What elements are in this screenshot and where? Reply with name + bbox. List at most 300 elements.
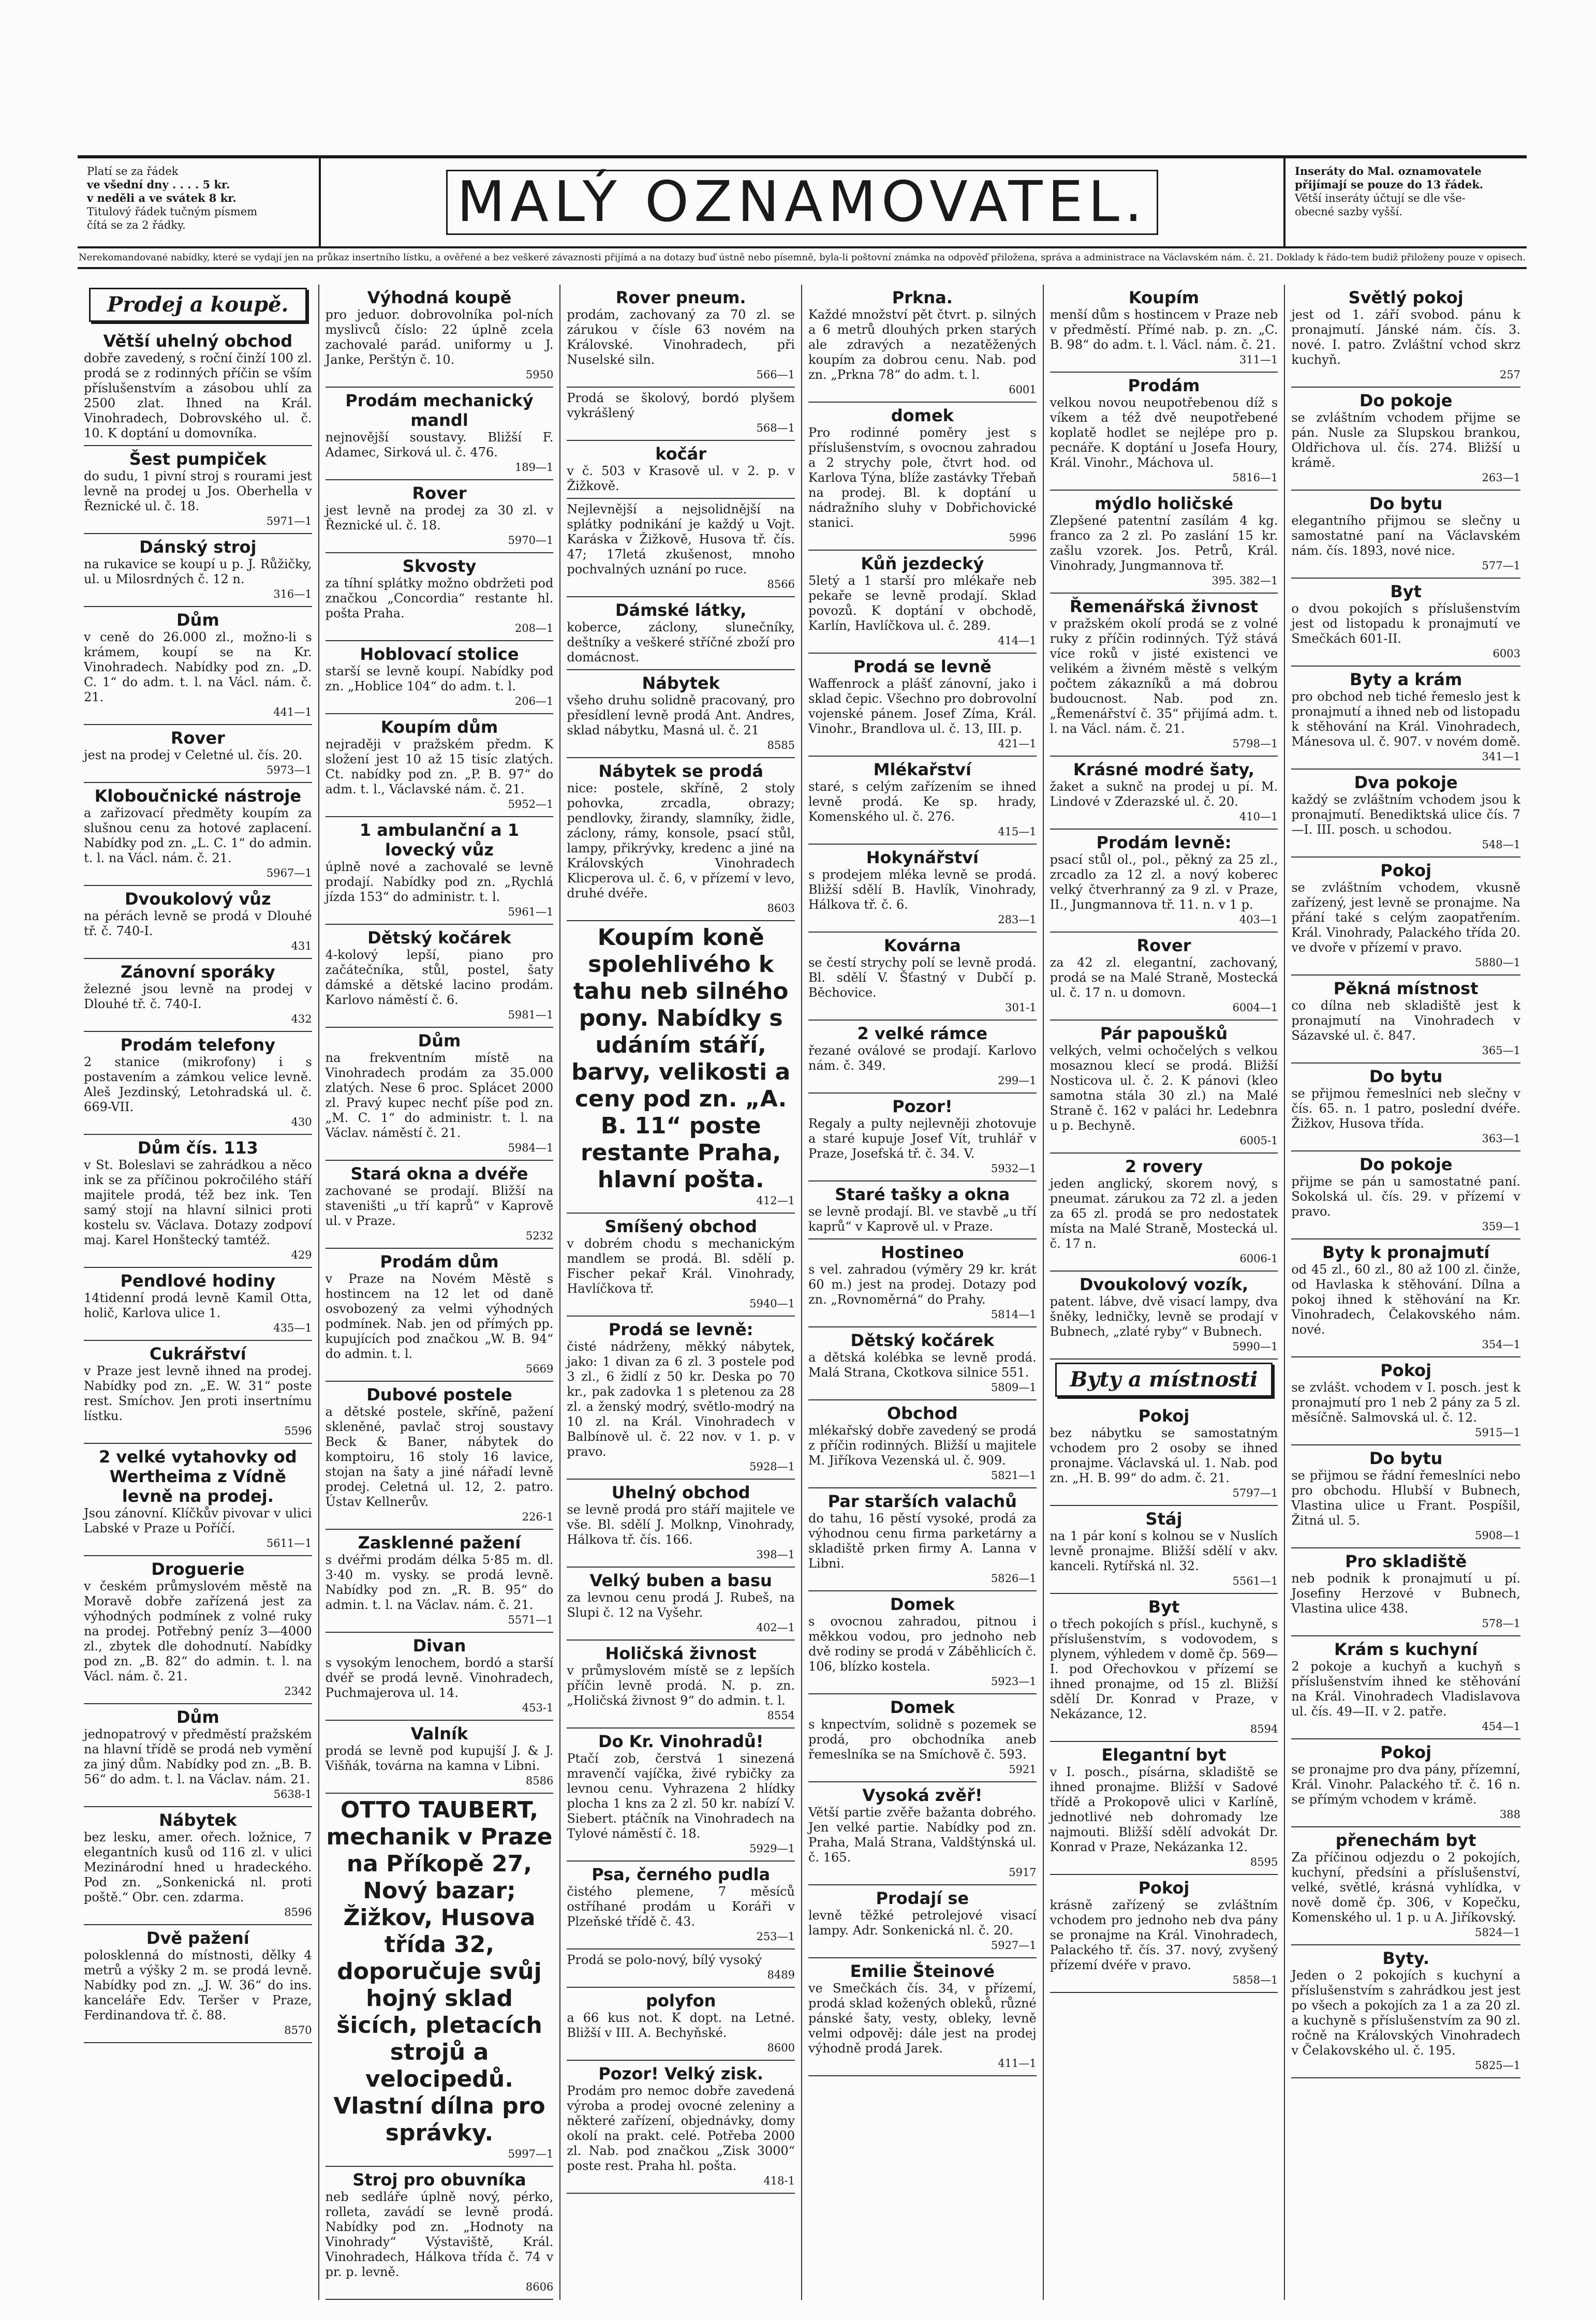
classified-ad [1291, 976, 1520, 1064]
ad-code: 253—1 [756, 1930, 795, 1943]
ad-headline: Do bytu [1369, 494, 1443, 513]
ad-code: 5932—1 [991, 1162, 1037, 1175]
ad-code: 5997—1 [508, 2148, 554, 2160]
ad-text: Waffenrock a plášť zánovní, jako i sklad čepic. Všechno pro dobrovolní vojenské pánem. Josef Zíma, Král. Vinohr., Brandlova ul. č. 13, III. p. [808, 676, 1037, 736]
classified-ad [1291, 1827, 1520, 1945]
ad-headline: 2 rovery [1125, 1157, 1203, 1176]
ad-text: Regaly a pulty nejlevněji zhotovuje a staré kupuje Josef Vít, truhlář v Praze, Josefská tř. č. 34. V. [808, 1116, 1037, 1161]
ad-text: s knpectvím, solidně s pozemek se prodá, pro obchodníka aneb řemeslníka se na Smíchově č. 593. [808, 1717, 1037, 1762]
classified-ad [1050, 1021, 1278, 1154]
ad-text: v dobrém chodu s mechanickým mandlem se prodá. Bl. sdělí p. Fischer pekař Král. Vinohrady, Havlíčkova tř. [567, 1236, 795, 1296]
ad-code: 5596 [284, 1425, 312, 1437]
classified-ad [808, 551, 1037, 654]
classified-ad [1291, 770, 1520, 858]
ad-headline: Pokoj [1138, 1878, 1190, 1898]
ad-text: každý se zvláštním vchodem jsou k pronajmutí. Benediktská ulice čís. 7—I. III. posch. u schodou. [1291, 792, 1520, 837]
ad-code: 5973—1 [266, 764, 312, 776]
ad-text: přijme se pán u samostatné paní. Sokolská ul. čís. 29. v přízemí v pravo. [1291, 1174, 1520, 1219]
classified-ad [567, 1480, 795, 1568]
ad-headline: Cukrářství [149, 1344, 246, 1364]
ad-code: 206—1 [514, 695, 554, 707]
ad-headline: Řemenářská živnost [1069, 597, 1259, 616]
ad-headline: Dámské látky, [615, 600, 747, 620]
ad-text: s ovocnou zahradou, pitnou i měkkou vodou, pro jednoho neb dvě rodiny se prodá v Záběhlicích č. 106, blízko kostela. [808, 1614, 1037, 1674]
classified-ad [1291, 388, 1520, 491]
ad-text: jednopatrový v předměstí pražském na hlavní třídě se prodá neb vymění za jiný dům. Nabídky pod zn. „B. B. 56“ do adm. t. l. na Václav. nám. 21. [84, 1727, 312, 1786]
ad-code: 316—1 [273, 588, 312, 600]
classified-ad [808, 1239, 1037, 1327]
ad-headline: Šest pumpiček [129, 449, 267, 469]
ad-text: 2 pokoje a kuchyň a kuchyň s příslušenstvím ihned ke stěhování na Král. Vinohradech Vladislavova ul. čís. 49—II. v 2. patře. [1291, 1659, 1520, 1719]
ad-headline: Holičská živnost [605, 1644, 757, 1663]
ad-headline: Do pokoje [1359, 391, 1453, 410]
classified-ad [1291, 1945, 1520, 2078]
ad-code: 226-1 [522, 1511, 554, 1523]
ad-headline: Stará okna a dvéře [350, 1164, 528, 1184]
ad-text: pro obchod neb tiché řemeslo jest k pronajmutí a ihned neb od listopadu k stěhování na Král. Vinohradech, Mánesova ul. č. 907. v novém domě. [1291, 689, 1520, 749]
ad-headline: Prodám levně: [1096, 833, 1232, 852]
ad-text: Prodám pro nemoc dobře zavedená výroba a prodej ovocné zeleniny a některé zařízení, objednávky, domy okolí na prakt. celé. Potřeba 2000 zl. Nab. pod značkou „Zisk 3000“ poste rest. Praha hl. pošta. [567, 2084, 795, 2173]
ad-headline: Pokoj [1380, 1742, 1432, 1762]
ad-headline: Smíšený obchod [604, 1217, 757, 1236]
classified-ad [567, 1949, 795, 1988]
ad-code: 8566 [767, 578, 795, 590]
ad-headline: Par starších valachů [827, 1491, 1017, 1511]
ad-headline: Byty. [1382, 1948, 1429, 1968]
ad-text: se čestí strychy polí se levně prodá. Bl. sdělí V. Šťastný v Dubčí p. Běchovice. [808, 955, 1037, 1000]
classified-ad [326, 1161, 554, 1249]
classified-ad [1050, 373, 1278, 491]
ad-headline: Krásné modré šaty, [1073, 760, 1255, 779]
ad-text: jeden anglický, skorem nový, s pneumat. zárukou za 72 zl. a jeden za 65 zl. prodá se pro nedostatek místa na Malé Straně, Mostecká ul. č. 17 n. [1050, 1176, 1278, 1251]
ad-code: 431 [291, 940, 312, 952]
classified-ad [808, 1488, 1037, 1591]
ad-headline: Do bytu [1369, 1449, 1443, 1468]
classified-ad [567, 758, 795, 921]
ad-text: v St. Boleslavi se zahrádkou a něco ink se za příčinou pokročilého stáří majitele prodá, též bez ink. Ten samý stojí na hlavní silnici proti kostelu sv. Václava. Dotazy zodpoví maj. Karel Honštecký tamtéž. [84, 1158, 312, 1247]
ad-text: 4-kolový lepší, piano pro začátečníka, stůl, postel, šaty dámské a dětské lacino prodám. Karlovo náměstí č. 6. [325, 948, 554, 1007]
ad-text: se zvláštním vchodem, vkusně zařízený, jest levně se pronajme. Na přání také s celým zaopatřením. Král. Vinohrady, Palackého třída 20. ve dvoře v přízemí v pravo. [1291, 880, 1520, 955]
classified-ad [1050, 830, 1278, 933]
ad-text: s prodejem mléka levně se prodá. Bližší sdělí B. Havlík, Vinohrady, Hálkova tř. č. 6. [808, 867, 1037, 912]
ad-code: 403—1 [1239, 913, 1278, 926]
ad-headline: mýdlo holičské [1094, 494, 1234, 513]
ad-code: 299—1 [998, 1074, 1037, 1087]
ad-text: a dětské postele, skříně, pažení skleněné, pavlač stroj soustavy Beck & Baner, nábytek do komptoiru, 16 stoly 16 lavice, stojan na šaty a jiné nářadí levně prodej. Celetná ul. 12, 2. patro. Ústav Kellnerův. [325, 1405, 554, 1509]
classified-ad [84, 1704, 312, 1807]
ad-headline: Dvoukolový vůz [124, 889, 271, 909]
classified-ad [1050, 1154, 1278, 1272]
ad-headline: Hostineo [881, 1243, 964, 1262]
ad-headline: Vysoká zvěř! [862, 1785, 983, 1805]
section-heading-prodej: Prodej a koupě. [89, 288, 307, 322]
ad-text: o třech pokojích s přísl., kuchyně, s příslušenstvím, s vodovodem, s plynem, výhledem v domě čp. 569—I. pod Ořechovkou v přízemí se ihned pronajme, od 15 zl. Bližší sdělí Dr. Konrad v Praze, v Nekázance, 12. [1050, 1617, 1278, 1721]
ad-code: 5923—1 [991, 1675, 1037, 1688]
classified-ad [1050, 1875, 1278, 1993]
ad-text: a dětská kolébka se levně prodá. Malá Strana, Ckotkova silnice 551. [808, 1350, 1037, 1380]
ad-headline: Koupím koně spolehlivého k tahu neb silného pony. Nabídky s udáním stáří, barvy, velikosti a ceny pod zn. „A. B. 11“ poste restante Praha, hlavní pošta. [571, 924, 791, 1193]
ad-headline: polyfon [645, 1991, 716, 2011]
ad-headline: Prodám telefony [120, 1035, 276, 1055]
ad-text: Za příčinou odjezdu o 2 pokojích, kuchyní, předsíni a příslušenství, velké, světlé, krásná vyhlídka, v nově domě čp. 306, v Kopečku, Komenského ul. 1 p. u A. Jiříkovský. [1291, 1850, 1520, 1925]
ad-headline: Dům čís. 113 [137, 1138, 258, 1158]
classified-ad [567, 1214, 795, 1317]
ad-headline: Byty k pronajmutí [1322, 1243, 1490, 1262]
classified-ad [84, 1444, 312, 1556]
classified-ad [1291, 1445, 1520, 1548]
ad-headline: Větší uhelný obchod [103, 331, 293, 351]
classified-ad [326, 1028, 554, 1161]
ad-headline: Dům [418, 1031, 461, 1051]
ad-text: elegantního přijmou se slečny u samostatné paní na Václavském nám. čís. 1893, nové nice. [1291, 513, 1520, 558]
ad-code: 5908—1 [1475, 1529, 1520, 1542]
column-6 [1285, 285, 1527, 2300]
ad-headline: Koupím dům [380, 717, 498, 737]
column-2 [319, 285, 561, 2300]
classified-ad [1291, 858, 1520, 976]
ad-headline: 1 ambulanční a 1 lovecký vůz [359, 820, 520, 860]
ad-code: 5990—1 [1232, 1340, 1278, 1353]
ad-headline: 2 velké vytahovky od Wertheima z Vídně levně na prodej. [99, 1447, 297, 1506]
ad-headline: Skvosty [402, 556, 477, 576]
ad-text: za tíhní splátky možno obdržeti pod značkou „Concordia“ restante hl. pošta Praha. [325, 576, 554, 621]
ad-text: a 66 kus not. K dopt. na Letné. Bližší v III. A. Bechyňské. [567, 2011, 795, 2040]
price-info-box [78, 158, 321, 246]
ad-text: za levnou cenu prodá J. Rubeš, na Slupi č. 12 na Vyšehr. [567, 1590, 795, 1620]
ad-code: 395. 382—1 [1211, 574, 1278, 587]
classified-ad [567, 921, 795, 1214]
ad-headline: Rover [1136, 936, 1191, 955]
classified-ad [567, 670, 795, 758]
ad-code: 363—1 [1482, 1132, 1520, 1145]
classified-ad [84, 1556, 312, 1704]
ad-code: 430 [291, 1116, 312, 1128]
ad-headline: Dvoukolový vozík, [1079, 1275, 1249, 1294]
classified-ad [808, 1181, 1037, 1239]
ad-code: 5826—1 [991, 1572, 1037, 1585]
ad-code: 5571—1 [508, 1614, 554, 1626]
ad-text: na frekventním místě na Vinohradech prodám za 35.000 zlatých. Nese 6 proc. Splácet 2000 zl. Pravý kupec nechť píše pod zn. „M. C. 1“ do administr. t. l. na Václav. náměstí č. 21. [325, 1051, 554, 1140]
classified-ad [808, 1400, 1037, 1488]
ad-text: železné jsou levně na prodej v Dlouhé tř. č. 740-I. [84, 982, 312, 1011]
ad-code: 8606 [525, 2281, 554, 2293]
ad-headline: Zasklenné pažení [358, 1533, 521, 1553]
classified-ad [84, 1268, 312, 1341]
ad-headline: Dům [176, 1707, 219, 1727]
ad-text: a zařizovací předměty koupím za slušnou cenu za hotové zaplacení. Nabídky pod zn. „L. C. 1“ do admin. t. l. na Václ. nám. č. 21. [84, 806, 312, 865]
ad-code: 5970—1 [508, 534, 554, 546]
ad-code: 5669 [525, 1363, 554, 1375]
ad-text: co dílna neb skladiště jest k pronajmutí na Vinohradech v Sázavské ul. č. 847. [1291, 998, 1520, 1043]
ad-text: Nejlevnější a nejsolidnější na splátky podnikání je každý u Vojt. Karáska v Žižkově, Husova tř. čís. 47; 17letá zkušenost, mnoho pochvalných uznání po ruce. [567, 502, 795, 577]
ad-code: 6001 [1009, 383, 1037, 396]
classified-ad [567, 1641, 795, 1729]
ad-code: 5814—1 [991, 1308, 1037, 1321]
ad-code: 8595 [1250, 1856, 1278, 1868]
ad-headline: Rover [412, 483, 467, 503]
ad-text: o dvou pokojích s příslušenstvím jest od listopadu k pronajmutí ve Smečkách 601-II. [1291, 601, 1520, 646]
classified-ad [84, 1032, 312, 1135]
classified-ad [808, 757, 1037, 845]
classified-ad [1291, 1151, 1520, 1239]
classified-ad [84, 328, 312, 446]
ad-text: jest od 1. září svobod. pánu k pronajmutí. Jánské nám. čís. 3. nové. I. patro. Zvláštní vchod skrz kuchyň. [1291, 307, 1520, 367]
classified-ad [808, 1094, 1037, 1181]
ad-headline: Zánovní sporáky [120, 962, 275, 982]
classified-ad [326, 2167, 554, 2300]
ad-headline: Dům [176, 610, 219, 630]
ad-code: 410—1 [1239, 810, 1278, 823]
classified-ad [1291, 579, 1520, 667]
ad-text: starší se levně koupí. Nabídky pod zn. „Hoblice 104“ do adm. t. l. [325, 664, 554, 693]
classified-ad [326, 1721, 554, 1794]
ad-headline: Domek [890, 1594, 955, 1614]
classified-ad [1050, 1594, 1278, 1742]
notice-line: Nerekomandované nabídky, které se vydají jen na průkaz insertního lístku, a ověřené a bez veškeré závaznosti přijímá a na dotazy buď ústně nebo písemně, byla-li poštovní známka na odpověď přiložena, správa a administrace na Václavském nám. č. 21. Doklady k řádo-tem budiž přiloženy pouze v opisech. [78, 248, 1527, 269]
classified-ad [567, 1862, 795, 1949]
ad-code: 5816—1 [1232, 471, 1278, 484]
ad-text: na rukavice se koupí u p. J. Růžičky, ul. u Milosrdných č. 12 n. [84, 557, 312, 586]
ad-headline: 2 velké rámce [857, 1024, 988, 1043]
classified-ad [567, 1568, 795, 1641]
ad-code: 5929—1 [749, 1842, 795, 1855]
column-4 [802, 285, 1044, 2300]
classified-ad [1291, 1548, 1520, 1636]
ad-text: se přijmou se řádní řemeslníci nebo pro obchodu. Hlubší v Bubnech, Vlastina ulice u Frant. Pospíšil, Žitná ul. 5. [1291, 1468, 1520, 1528]
price-line: čítá se za 2 řádky. [87, 219, 186, 231]
ad-text: s vysokým lenochem, bordó a starší dvéř se prodá levně. Vinohradech, Puchmajerova ul. 14. [325, 1656, 554, 1700]
ad-headline: OTTO TAUBERT, mechanik v Praze na Příkopě 27, Nový bazar; Žižkov, Husova třída 32, doporučuje svůj hojný sklad šicích, pletacích strojů a velocipedů. Vlastní dílna pro správky. [326, 1797, 553, 2146]
classified-ad [84, 886, 312, 959]
ad-code: 8603 [767, 902, 795, 914]
ad-text: se přijmou řemeslníci neb slečny v čís. 65. n. 1 patro, poslední dvéře. Žižkov, Husova třída. [1291, 1086, 1520, 1131]
ad-headline: Valník [410, 1724, 468, 1744]
ad-headline: Pozor! Velký zisk. [598, 2064, 763, 2084]
classified-ad [567, 441, 795, 499]
ad-code: 6004—1 [1232, 1001, 1278, 1014]
classified-ad [808, 933, 1037, 1021]
ad-code: 5952—1 [508, 798, 554, 810]
classified-ad [567, 1729, 795, 1862]
ad-text: 14tidenní prodá levně Kamil Otta, holič, Karlova ulice 1. [84, 1291, 312, 1320]
ad-code: 548—1 [1482, 838, 1520, 851]
ad-text: od 45 zl., 60 zl., 80 až 100 zl. činže, od Havlaska k stěhování. Dílna a pokoj ihned k stěhování na Kr. Vinohradech, Čelakovského nám. nové. [1291, 1262, 1520, 1337]
ad-code: 5940—1 [749, 1297, 795, 1310]
ad-headline: Světlý pokoj [1348, 288, 1464, 307]
classified-ad [808, 1021, 1037, 1094]
ad-code: 263—1 [1482, 471, 1520, 484]
ad-headline: Pro skladiště [1345, 1552, 1467, 1571]
classified-ad [808, 1958, 1037, 2076]
ad-text: nejnovější soustavy. Bližší F. Adamec, Sirková ul. č. 476. [325, 430, 554, 460]
ad-text: bez nábytku se samostatným vchodem pro 2 osoby se ihned pronajme. Václavská ul. 1. Nab. pod zn. „H. B. 99“ do adm. č. 21. [1050, 1426, 1278, 1485]
price-line: v neděli a ve svátek 8 kr. [87, 191, 237, 204]
ad-headline: Prodám mechanický mandl [345, 391, 534, 430]
classified-ad [1050, 1506, 1278, 1594]
ad-text: na 1 pár koní s kolnou se v Nuslích levně pronajme. Bližší sdělí v akv. kanceli. Rytířská nl. 32. [1050, 1529, 1278, 1573]
ad-code: 365—1 [1482, 1044, 1520, 1057]
classified-ad [326, 1530, 554, 1633]
classified-ad [808, 845, 1037, 933]
ad-text: Jeden o 2 pokojích s kuchyní a příslušenstvím s zahrádkou jest jest po všech a pokojích za 1 a za 20 zl. a kuchyně s příslušenstvím za 90 zl. ročně na Královských Vinohradech v Čelakovského ul. č. 195. [1291, 1968, 1520, 2058]
ad-headline: Kovárna [883, 936, 961, 955]
ad-headline: Velký buben a basu [589, 1571, 772, 1590]
ad-text: 5letý a 1 starší pro mlékaře neb pekaře se levně prodají. Sklad povozů. K doptání v obchodě, Karlín, Havlíčkova ul. č. 289. [808, 573, 1037, 633]
ad-code: 8585 [767, 739, 795, 751]
ad-headline: Pokoj [1380, 1361, 1432, 1380]
ad-code: 8594 [1250, 1723, 1278, 1735]
ad-text: Pro rodinné poměry jest s příslušenstvím, s ovocnou zahradou a 2 strychy pole, čtvrt hod. od Karlova Týna, blíže zastávky Třebaň na prodej. Bl. k doptání u nádražního sluhy v Dobřichovické stanici. [808, 425, 1037, 530]
ad-headline: Kůň jezdecký [861, 554, 984, 573]
ad-code: 5611—1 [266, 1537, 312, 1549]
ad-text: prodá se levně pod kupujší J. & J. Višňák, továrna na kamna v Libni. [325, 1744, 554, 1773]
price-line: Platí se za řádek [87, 165, 179, 178]
page-title: MALÝ OZNAMOVATEL. [446, 170, 1158, 235]
classified-ad [808, 1782, 1037, 1885]
ad-text: za 42 zl. elegantní, zachovaný, prodá se na Malé Straně, Mostecká ul. č. 17 n. u domovn. [1050, 955, 1278, 1000]
classified-ad [1050, 491, 1278, 594]
ad-code: 8596 [284, 1906, 312, 1918]
ad-text: dobře zavedený, s roční činží 100 zl. prodá se z rodinných příčin se vším příslušenstvím a zásobou uhlí za 2500 zlat. Ihned na Král. Vinohradech, Dobrovského ul. č. 10. K doptání u domovníka. [84, 351, 312, 440]
ad-code: 5824—1 [1475, 1926, 1520, 1939]
classified-ad [326, 1249, 554, 1382]
classified-ad [326, 1794, 554, 2167]
classified-ad [1291, 285, 1520, 388]
ad-text: se levně prodají. Bl. ve stavbě „u tří kaprů“ v Kaprově ul. v Praze. [808, 1204, 1037, 1234]
ad-code: 5917 [1009, 1866, 1037, 1879]
classified-ad [326, 925, 554, 1028]
ad-code: 5561—1 [1232, 1575, 1278, 1587]
classified-ad [808, 1327, 1037, 1400]
classified-ad [1291, 1064, 1520, 1151]
classified-ad [326, 1382, 554, 1530]
ad-code: 8554 [767, 1709, 795, 1722]
ad-headline: Byty a krám [1350, 670, 1462, 689]
classified-ad [84, 783, 312, 886]
ad-headline: Dvě pažení [146, 1928, 249, 1948]
info-line: přijímají se pouze do 13 řádek. [1295, 178, 1484, 191]
classified-ad [808, 1591, 1037, 1694]
ad-text: polosklenná do místnosti, dělky 4 metrů a výšky 2 m. se prodá levně. Nabídky pod zn. „J. W. 36“ do ins. kanceláře Edv. Teršer v Praze, Ferdinandova tř. č. 88. [84, 1948, 312, 2022]
ad-headline: přenechám byt [1335, 1830, 1476, 1850]
ad-headline: Prodají se [876, 1888, 969, 1908]
ad-text: v ceně do 26.000 zl., možno-li s krámem, koupí se na Kr. Vinohradech. Nabídky pod zn. „D. C. 1“ do adm. t. l. na Václ. nám. č. 21. [84, 630, 312, 704]
ad-headline: Obchod [886, 1404, 958, 1423]
ad-code: 5798—1 [1232, 737, 1278, 750]
ad-code: 5961—1 [508, 906, 554, 918]
ad-headline: Do Kr. Vinohradů! [598, 1732, 764, 1751]
ad-text: jest na prodej v Celetné ul. čís. 20. [84, 748, 303, 762]
classified-ad [84, 725, 312, 783]
ad-headline: Koupím [1128, 288, 1200, 307]
ad-text: ve Smečkách čís. 34, v přízemí, prodá sklad kožených obleků, různé pánské šaty, vesty, obleky, levně velmi odpověj: dále jest na prodej výhodně prodá Jarek. [808, 1981, 1037, 2056]
ad-headline: Byt [1148, 1597, 1180, 1617]
ad-code: 5809—1 [991, 1381, 1037, 1394]
ad-text: do sudu, 1 pivní stroj s rourami jest levně na prodej u Jos. Oberhella v Řeznické ul. č. 18. [84, 469, 312, 513]
ad-text: neb podnik k pronajmutí u pí. Josefiny Herzové v Bubnech, Vlastina ulice 438. [1291, 1571, 1520, 1616]
ad-headline: Rover [170, 728, 225, 748]
ad-code: 5915—1 [1475, 1426, 1520, 1439]
ad-headline: Psa, černého pudla [592, 1865, 771, 1884]
ad-headline: Dánský stroj [139, 537, 257, 557]
ad-text: nice: postele, skříně, 2 stoly pohovka, zrcadla, obrazy; pendlovky, žirandy, slamníky, židle, záclony, rámy, konsole, psací stůl, lampy, přikrývky, kredenc a jiné na Královských Vinohradech Klicperova ul. č. 6, v přízemí v levo, druhé dvéře. [567, 781, 795, 900]
ad-text: na pérách levně se prodá v Dlouhé tř. č. 740-I. [84, 909, 312, 938]
ad-text: úplně nové a zachovalé se levně prodají. Nabídky pod zn. „Rychlá jízda 153“ do administr. t. l. [325, 860, 554, 904]
ad-text: velkou novou neupotřebenou díž s víkem a též dvě neupotřebené koplatě hodlet se nejlépe pro p. pecnáře. K doptání u Josefa Houry, Král. Vinohr., Máchova ul. [1050, 395, 1278, 470]
ad-headline: Divan [412, 1636, 466, 1656]
newspaper-page [78, 155, 1527, 2293]
ad-text: zachované se prodají. Bližší na staveništi „u tří kaprů“ v Kaprově ul. v Praze. [325, 1184, 554, 1228]
ad-code: 8586 [525, 1775, 554, 1787]
ad-text: všeho druhu solidně pracovaný, pro přesídlení levně prodá Ant. Andres, sklad nábytku, Masná ul. č. 21 [567, 693, 795, 737]
ad-code: 341—1 [1482, 750, 1520, 763]
ad-text: se levně prodá pro stáří majitele ve vše. Bl. sdělí J. Molknp, Vinohrady, Hálkova tř. čís. 166. [567, 1502, 795, 1547]
info-line: Inseráty do Mal. oznamovatele [1295, 165, 1482, 178]
ad-code: 359—1 [1482, 1220, 1520, 1233]
classified-ad [1291, 1357, 1520, 1445]
classified-ad [84, 607, 312, 725]
ad-headline: kočár [655, 444, 707, 464]
classified-ad [326, 714, 554, 817]
column-5 [1044, 285, 1285, 2300]
ad-code: 8570 [284, 2024, 312, 2036]
ad-headline: Byt [1390, 582, 1422, 601]
ad-headline: Nábytek se prodá [598, 761, 763, 781]
ad-text: do tahu, 16 pěstí vysoké, prodá za výhodnou cenu firma parketárny a skladiště prken firmy A. Lanna v Libni. [808, 1511, 1037, 1571]
ad-text: koberce, záclony, slunečníky, deštníky a veškeré stříčné zboží pro domácnost. [567, 620, 795, 664]
ad-code: 5232 [525, 1230, 554, 1242]
ad-text: jest levně na prodej za 30 zl. v Řeznické ul. č. 18. [325, 503, 554, 533]
ad-headline: Nábytek [159, 1810, 237, 1830]
ad-headline: Pěkná místnost [1333, 979, 1479, 998]
ad-headline: Výhodná koupě [367, 288, 512, 307]
ad-text: čistého plemene, 7 měsíců ostříhané prodám u Koráři v Plzeňské třídě č. 43. [567, 1884, 795, 1929]
classified-ad [84, 959, 312, 1032]
classified-ad [326, 553, 554, 641]
classified-ad [326, 480, 554, 553]
classified-ad [1291, 1739, 1520, 1827]
ad-headline: Prodám dům [380, 1252, 499, 1272]
ad-text: s vel. zahradou (výměry 29 kr. krát 60 m.) jest na prodej. Dotazy pod zn. „Rovnoměrná“ do Prahy. [808, 1262, 1037, 1307]
insertion-info-box [1283, 158, 1527, 246]
ad-headline: Nábytek [642, 673, 720, 693]
ad-headline: Droguerie [151, 1559, 245, 1579]
ad-text: Prodá se školový, bordó plyšem vykrášlený [567, 391, 795, 420]
ad-code: 5821—1 [991, 1469, 1037, 1482]
classified-ad [808, 654, 1037, 757]
ad-headline: Do bytu [1369, 1067, 1443, 1086]
ad-headline: Mlékařství [873, 760, 971, 779]
ad-code: 5927—1 [991, 1939, 1037, 1952]
ad-text: v č. 503 v Krasově ul. v 2. p. v Žižkově. [567, 464, 795, 493]
ad-code: 5858—1 [1232, 1974, 1278, 1986]
ad-text: psací stůl ol., pol., pěkný za 25 zl., zrcadlo za 12 zl. a nový koberec velký čtverhranný za 9 zl. v Praze, II., Jungmannova tř. 11. n. v 1 p. [1050, 852, 1278, 912]
classified-ad [1050, 285, 1278, 373]
ad-code: 5996 [1009, 531, 1037, 544]
price-line: ve všední dny . . . . 5 kr. [87, 178, 230, 191]
ad-code: 6005-1 [1239, 1134, 1278, 1147]
classified-ad [1291, 667, 1520, 770]
ad-headline: Rover pneum. [615, 288, 746, 307]
ad-text: v pražském okolí prodá se z volné ruky z příčin rodinných. Týž stává více roků v jisté existenci ve velikém a živném městě s velkým počtem zákazníků a má dobrou budoucnost. Nab. pod zn. „Řemenářství č. 35“ přijímá adm. t. l. na Václ. nám. č. 21. [1050, 616, 1278, 736]
ad-code: 435—1 [273, 1322, 312, 1334]
classified-ad [567, 388, 795, 441]
ad-code: 578—1 [1482, 1617, 1520, 1630]
ad-code: 5967—1 [266, 867, 312, 879]
ad-code: 432 [291, 1013, 312, 1025]
ad-text: řezané oválové se prodají. Karlovo nám. č. 349. [808, 1043, 1037, 1073]
classified-ad [84, 534, 312, 607]
